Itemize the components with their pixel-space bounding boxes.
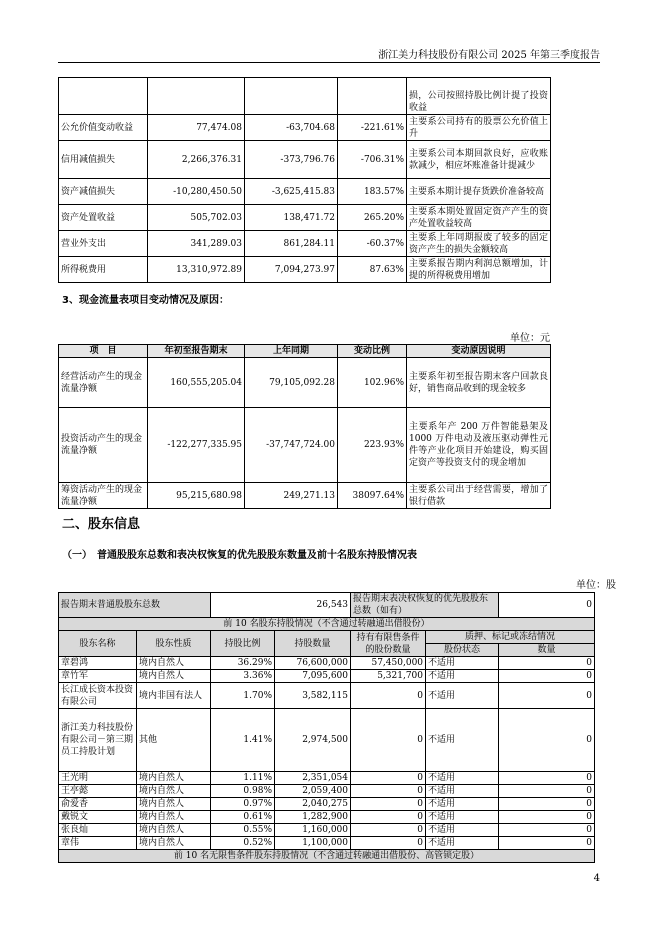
row-current-value: 2,266,376.31 [148,141,245,179]
shareholder-nature: 境内自然人 [137,824,211,837]
row-previous-value: -3,625,415.83 [245,179,338,205]
shareholder-row [59,811,595,824]
unrestricted-title: 前 10 名无限售条件股东持股情况（不含通过转融通出借股份、高管锁定股） [59,850,595,863]
cashflow-unit: 单位：元 [510,333,550,344]
table-row [59,205,551,231]
shareholder-amount: 3,582,115 [275,683,351,709]
shareholder-row [59,824,595,837]
shareholder-row [59,709,595,772]
col-header-pledge: 质押、标记或冻结情况 [426,631,595,644]
shareholder-pledge-status: 不适用 [426,824,499,837]
table-row [59,257,551,283]
shareholder-nature: 境内自然人 [137,837,211,850]
shareholder-restricted: 0 [351,837,426,850]
shareholder-name: 浙江美力科技股份有限公司－第三期员工持股计划 [59,709,137,772]
row-current-value [148,78,245,115]
row-change-ratio: 223.93% [338,408,407,483]
table-row [59,179,551,205]
row-previous-value: -373,796.76 [245,141,338,179]
row-current-value: 95,215,680.98 [148,483,245,509]
top10-title: 前 10 名股东持股情况（不含通过转融通出借股份） [59,618,595,631]
row-reason: 损，公司按照持股比例计提了投资收益 [407,78,551,115]
shareholder-row [59,670,595,683]
shareholder-pledge-status: 不适用 [426,811,499,824]
shareholder-ratio: 3.36% [211,670,275,683]
row-current-value: -10,280,450.50 [148,179,245,205]
column-header: 项 目 [59,345,148,358]
row-item: 资产减值损失 [59,179,148,205]
row-change-ratio: -221.61% [338,115,407,141]
shareholder-pledge-status: 不适用 [426,785,499,798]
shareholder-restricted: 0 [351,772,426,785]
shareholder-ratio: 0.98% [211,785,275,798]
col-header-quantity: 数量 [499,644,595,657]
shareholder-name: 戴锐文 [59,811,137,824]
shareholder-amount: 2,974,500 [275,709,351,772]
shareholder-ratio: 1.70% [211,683,275,709]
row-current-value: -122,277,335.95 [148,408,245,483]
row-reason: 主要系上年同期报废了较多的固定资产产生的损失金额较高 [407,231,551,257]
shareholder-ratio: 0.55% [211,824,275,837]
shareholder-pledge-status: 不适用 [426,709,499,772]
table-row [59,483,551,509]
row-change-ratio [338,78,407,115]
row-item: 营业外支出 [59,231,148,257]
shareholder-name: 长江成长资本投资有限公司 [59,683,137,709]
column-header: 变动比例 [338,345,407,358]
row-current-value: 77,474.08 [148,115,245,141]
table-header-row [59,345,551,358]
row-item: 公允价值变动收益 [59,115,148,141]
shareholder-nature: 境内自然人 [137,670,211,683]
shareholder-restricted: 0 [351,785,426,798]
shareholder-section-title: 二、股东信息 [62,517,141,532]
shareholder-nature: 境内自然人 [137,657,211,670]
row-item: 资产处置收益 [59,205,148,231]
shareholder-ratio: 0.97% [211,798,275,811]
table-row [59,141,551,179]
shareholder-amount: 1,100,000 [275,837,351,850]
shareholder-pledge-quantity: 0 [499,683,595,709]
page-number: 4 [593,873,600,884]
row-item: 筹资活动产生的现金流量净额 [59,483,148,509]
row-reason: 主要系年初至报告期末客户回款良好，销售商品收到的现金较多 [407,358,551,408]
shareholder-row [59,785,595,798]
shareholder-pledge-quantity: 0 [499,824,595,837]
shareholder-amount: 2,351,054 [275,772,351,785]
row-previous-value: 7,094,273.97 [245,257,338,283]
row-change-ratio: 102.96% [338,358,407,408]
shareholder-restricted: 57,450,000 [351,657,426,670]
shareholder-pledge-quantity: 0 [499,837,595,850]
total-shareholders-label: 报告期末普通股股东总数 [59,593,211,618]
shareholder-ratio: 36.29% [211,657,275,670]
row-previous-value: -37,747,724.00 [245,408,338,483]
row-previous-value: 861,284.11 [245,231,338,257]
shareholder-amount: 76,600,000 [275,657,351,670]
shareholder-row [59,798,595,811]
row-change-ratio: 265.20% [338,205,407,231]
shareholder-subsection-title: （一） 普通股股东总数和表决权恢复的优先股股东数量及前十名股东持股情况表 [62,550,417,561]
col-header-amount: 持股数量 [275,631,351,657]
col-header-restricted: 持有有限售条件的股份数量 [351,631,426,657]
shareholder-restricted: 0 [351,683,426,709]
preferred-shareholders-label: 报告期末表决权恢复的优先股股东总数（如有） [351,593,499,618]
total-shareholders-value: 26,543 [211,593,351,618]
row-previous-value [245,78,338,115]
row-previous-value: 138,471.72 [245,205,338,231]
shareholder-amount: 1,160,000 [275,824,351,837]
shareholder-nature: 境内自然人 [137,772,211,785]
preferred-shareholders-value: 0 [499,593,595,618]
shareholder-nature: 境内自然人 [137,798,211,811]
shareholder-name: 俞爱香 [59,798,137,811]
shareholder-nature: 境内自然人 [137,785,211,798]
shareholder-amount: 2,059,400 [275,785,351,798]
row-reason: 主要系公司持有的股票公允价值上升 [407,115,551,141]
table-row [59,115,551,141]
shareholder-pledge-status: 不适用 [426,837,499,850]
row-change-ratio: 87.63% [338,257,407,283]
shareholder-amount: 2,040,275 [275,798,351,811]
row-current-value: 505,702.03 [148,205,245,231]
shareholder-pledge-status: 不适用 [426,657,499,670]
header-divider [58,62,600,63]
row-previous-value: 249,271.13 [245,483,338,509]
shareholder-restricted: 0 [351,811,426,824]
shareholder-restricted: 0 [351,798,426,811]
col-header-status: 股份状态 [426,644,499,657]
shareholder-pledge-quantity: 0 [499,709,595,772]
shareholder-amount: 1,282,900 [275,811,351,824]
column-header: 变动原因说明 [407,345,551,358]
shareholder-row [59,837,595,850]
row-item [59,78,148,115]
shareholder-pledge-status: 不适用 [426,670,499,683]
row-current-value: 13,310,972.89 [148,257,245,283]
shareholder-pledge-quantity: 0 [499,811,595,824]
row-reason: 主要系本期计提存货跌价准备较高 [407,179,551,205]
income-change-table [58,77,551,283]
shareholder-ratio: 0.52% [211,837,275,850]
row-reason: 主要系年产 200 万件智能悬架及 1000 万件电动及液压驱动弹性元件等产业化项目开始建设，购买固定资产等投资支付的现金增加 [407,408,551,483]
shareholder-name: 张良灿 [59,824,137,837]
shareholder-name: 章竹军 [59,670,137,683]
row-change-ratio: 38097.64% [338,483,407,509]
shareholder-unit: 单位：股 [576,580,616,591]
row-reason: 主要系公司出于经营需要，增加了银行借款 [407,483,551,509]
shareholder-ratio: 1.41% [211,709,275,772]
shareholder-name: 章伟 [59,837,137,850]
row-previous-value: 79,105,092.28 [245,358,338,408]
row-current-value: 341,289.03 [148,231,245,257]
column-header: 上年同期 [245,345,338,358]
row-reason: 主要系本期处置固定资产产生的资产处置收益较高 [407,205,551,231]
shareholder-pledge-quantity: 0 [499,798,595,811]
row-item: 所得税费用 [59,257,148,283]
shareholder-ratio: 1.11% [211,772,275,785]
row-change-ratio: -60.37% [338,231,407,257]
shareholder-restricted: 0 [351,709,426,772]
shareholder-name: 王亭懿 [59,785,137,798]
shareholder-pledge-status: 不适用 [426,683,499,709]
shareholder-name: 王光明 [59,772,137,785]
shareholder-nature: 境内自然人 [137,811,211,824]
shareholder-name: 章碧鸿 [59,657,137,670]
col-header-nature: 股东性质 [137,631,211,657]
row-previous-value: -63,704.68 [245,115,338,141]
shareholder-ratio: 0.61% [211,811,275,824]
row-item: 信用减值损失 [59,141,148,179]
row-reason: 主要系公司本期回款良好，应收账款减少，相应坏账准备计提减少 [407,141,551,179]
table-row [59,358,551,408]
row-item: 投资活动产生的现金流量净额 [59,408,148,483]
shareholder-nature: 境内非国有法人 [137,683,211,709]
row-reason: 主要系报告期内利润总额增加，计提的所得税费用增加 [407,257,551,283]
row-change-ratio: 183.57% [338,179,407,205]
shareholder-table [58,592,595,863]
column-header: 年初至报告期末 [148,345,245,358]
table-row [59,78,551,115]
shareholder-row [59,683,595,709]
shareholder-pledge-status: 不适用 [426,798,499,811]
shareholder-pledge-quantity: 0 [499,670,595,683]
shareholder-row [59,772,595,785]
shareholder-restricted: 0 [351,824,426,837]
row-current-value: 160,555,205.04 [148,358,245,408]
shareholder-pledge-status: 不适用 [426,772,499,785]
row-change-ratio: -706.31% [338,141,407,179]
shareholder-amount: 7,095,600 [275,670,351,683]
col-header-ratio: 持股比例 [211,631,275,657]
shareholder-nature: 其他 [137,709,211,772]
col-header-name: 股东名称 [59,631,137,657]
shareholder-pledge-quantity: 0 [499,772,595,785]
shareholder-restricted: 5,321,700 [351,670,426,683]
shareholder-pledge-quantity: 0 [499,785,595,798]
page-header: 浙江美力科技股份有限公司 2025 年第三季度报告 [378,50,600,61]
table-row [59,231,551,257]
row-item: 经营活动产生的现金流量净额 [59,358,148,408]
table-row [59,408,551,483]
shareholder-row [59,657,595,670]
cashflow-section-title: 3、现金流量表项目变动情况及原因： [62,295,229,306]
cashflow-table [58,344,551,509]
shareholder-pledge-quantity: 0 [499,657,595,670]
